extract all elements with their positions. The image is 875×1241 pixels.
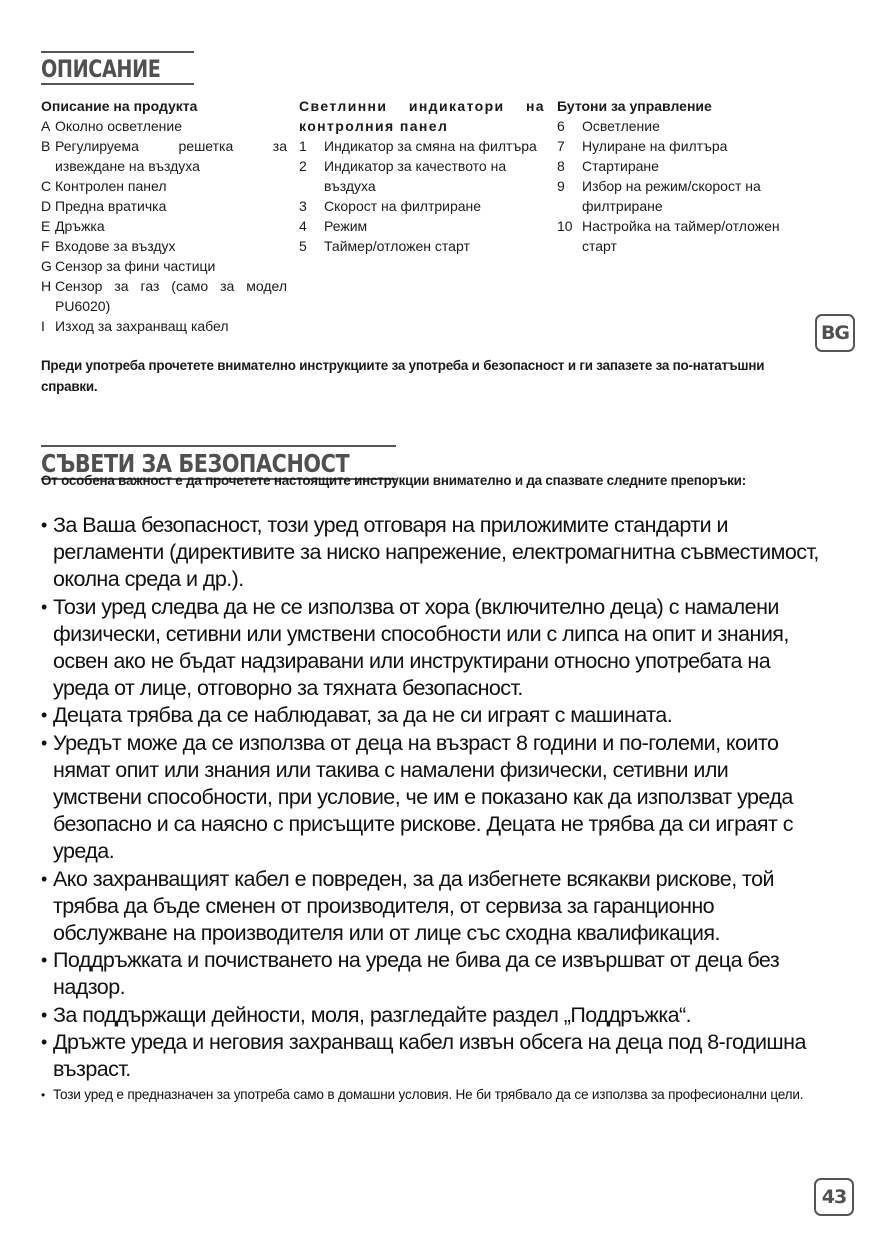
controls-column xyxy=(557,96,807,256)
safety-bullet: • За Ваша безопасност, този уред отговаря на приложимите стандарти и регламенти (директивите за ниско напрежение, електромагнитна съвместимост, околна среда и др.). xyxy=(41,512,821,594)
list-item: 8 Стартиране xyxy=(557,158,659,174)
list-item: 9 Избор на режим/скорост на филтриране xyxy=(557,178,761,214)
note-important: От особена важност е да прочетете настоящите инструкции внимателно и да спазвате следните препоръки: xyxy=(41,473,746,488)
section-title-description: ОПИСАНИЕ xyxy=(41,51,194,85)
list-item: H Сензор за газ (само за модел PU6020) xyxy=(41,278,287,314)
safety-bullet: • Децата трябва да се наблюдават, за да не си играят с машината. xyxy=(41,702,821,729)
list-item: C Контролен панел xyxy=(41,178,167,194)
list-item: I Изход за захранващ кабел xyxy=(41,318,229,334)
list-item: F Входове за въздух xyxy=(41,238,176,254)
controls-heading: Бутони за управление xyxy=(557,98,712,114)
list-item: 5 Таймер/отложен старт xyxy=(299,238,470,254)
list-item: B Регулируема решетка за извеждане на въздуха xyxy=(41,138,287,174)
indicators-column xyxy=(299,96,545,256)
note-before-use: Преди употреба прочетете внимателно инструкциите за употреба и безопасност и ги запазете за по-нататъшни справки. xyxy=(41,358,765,394)
safety-bullet-list xyxy=(41,512,821,1106)
safety-bullet: • Поддръжката и почистването на уреда не бива да се извършват от деца без надзор. xyxy=(41,947,821,1001)
list-item: G Сензор за фини частици xyxy=(41,258,216,274)
safety-bullet: • Този уред следва да не се използва от хора (включително деца) с намалени физически, сетивни или умствени способности или с липса на опит и знания, освен ако не бъдат надзиравани или инструктирани относно употребата на уреда от лице, отговорно за тяхната безопасност. xyxy=(41,594,821,703)
safety-bullet: • Ако захранващият кабел е повреден, за да избегнете всякакви рискове, той трябва да бъде сменен от производителя, от сервиза за гаранционно обслужване на производителя или от лице със сходна квалификация. xyxy=(41,866,821,948)
list-item: D Предна вратичка xyxy=(41,198,167,214)
safety-bullet-small: • Този уред е предназначен за употреба само в домашни условия. Не би трябвало да се използва за професионални цели. xyxy=(41,1085,821,1106)
list-item: A Околно осветление xyxy=(41,118,183,134)
page-number-badge: 43 xyxy=(814,1178,854,1216)
safety-bullet: • За поддържащи дейности, моля, разгледайте раздел „Поддръжка“. xyxy=(41,1002,821,1029)
list-item: 6 Осветление xyxy=(557,118,660,134)
list-item: 4 Режим xyxy=(299,218,368,234)
list-item: 7 Нулиране на филтъра xyxy=(557,138,728,154)
language-badge: BG xyxy=(815,314,855,352)
list-item: 2 Индикатор за качеството на въздуха xyxy=(299,158,507,194)
list-item: 3 Скорост на филтриране xyxy=(299,198,482,214)
safety-bullet: • Уредът може да се използва от деца на възраст 8 години и по-големи, които нямат опит или знания или такива с намалени физически, сетивни или умствени способности, при условие, че им е показано как да използват уреда безопасно и са наясно с присъщите рискове. Децата не трябва да си играят с уреда. xyxy=(41,730,821,866)
section-title-safety: СЪВЕТИ ЗА БЕЗОПАСНОСТ xyxy=(41,445,396,480)
product-description-heading: Описание на продукта xyxy=(41,98,198,114)
list-item: 10 Настройка на таймер/отложен старт xyxy=(557,218,780,254)
safety-bullet: • Дръжте уреда и неговия захранващ кабел извън обсега на деца под 8-годишна възраст. xyxy=(41,1029,821,1083)
list-item: 1 Индикатор за смяна на филтъра xyxy=(299,138,537,154)
indicators-heading: Светлинни индикатори на контролния панел xyxy=(299,98,545,134)
list-item: E Дръжка xyxy=(41,218,105,234)
product-description-column xyxy=(41,96,287,336)
